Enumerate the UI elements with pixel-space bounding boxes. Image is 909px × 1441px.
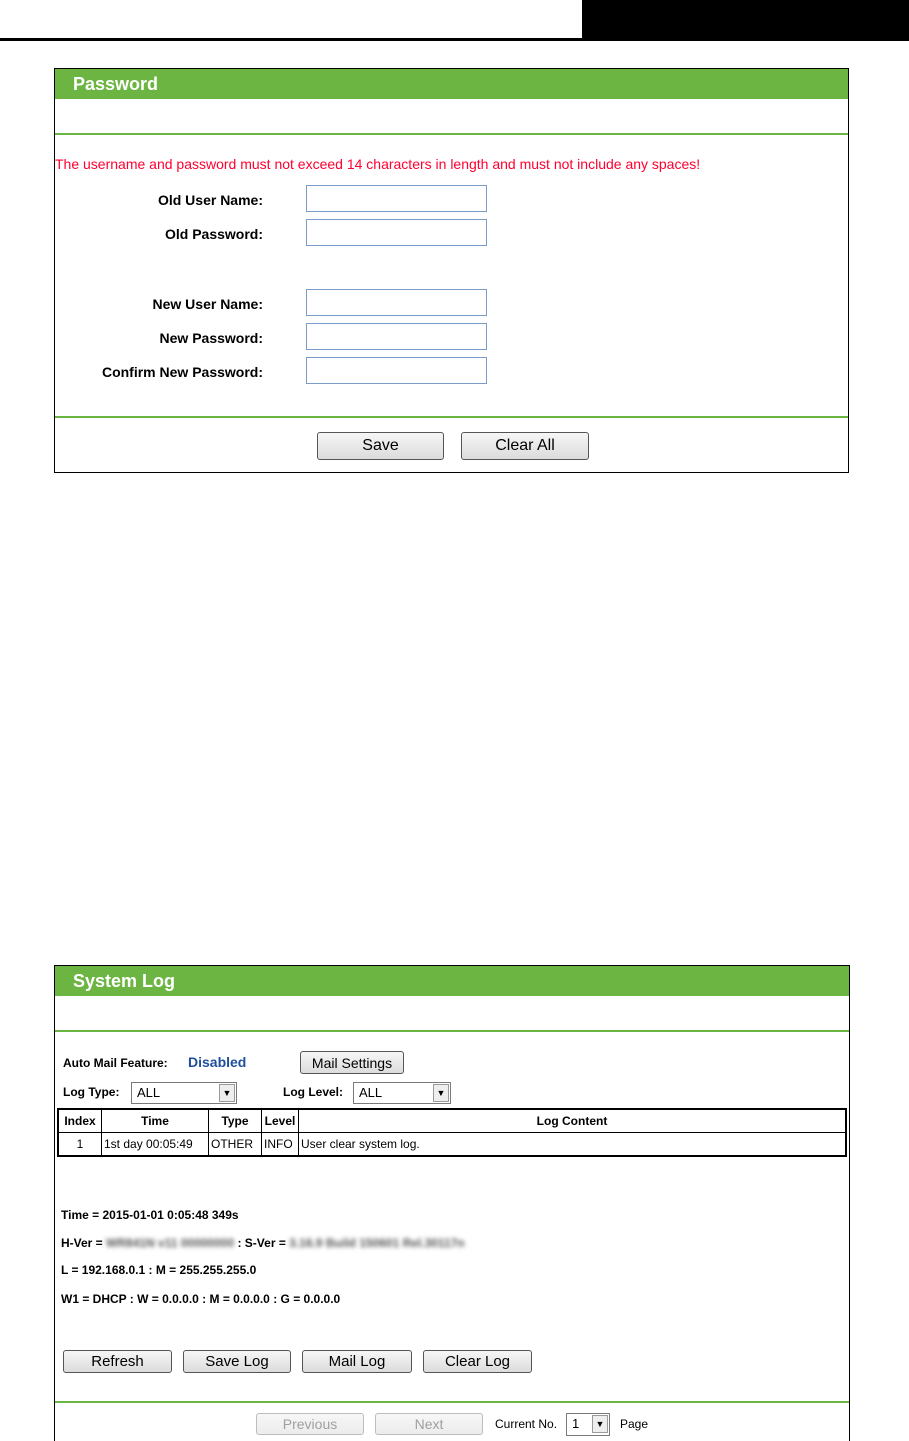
previous-button[interactable]: Previous xyxy=(256,1413,364,1435)
old-password-label: Old Password: xyxy=(164,226,263,242)
hver-label: H-Ver = xyxy=(61,1236,107,1250)
log-table xyxy=(57,1108,847,1157)
page-select[interactable] xyxy=(566,1413,610,1436)
cell-index: 1 xyxy=(58,1133,102,1157)
hver-value: WR841N v11 00000000 xyxy=(106,1236,235,1250)
divider xyxy=(55,1030,849,1032)
table-row xyxy=(58,1133,846,1157)
system-log-panel xyxy=(54,965,850,1441)
panel-title: System Log xyxy=(55,966,849,996)
auto-mail-label: Auto Mail Feature: xyxy=(63,1056,168,1070)
new-password-label: New Password: xyxy=(159,330,263,346)
cell-level: INFO xyxy=(262,1133,299,1157)
log-type-label: Log Type: xyxy=(63,1085,120,1099)
save-button[interactable]: Save xyxy=(317,432,444,460)
confirm-password-input[interactable] xyxy=(306,357,487,384)
column-header-level: Level xyxy=(262,1109,299,1133)
table-header-row xyxy=(58,1109,846,1133)
column-header-time: Time xyxy=(102,1109,209,1133)
log-type-select[interactable] xyxy=(131,1082,237,1104)
log-level-value: ALL xyxy=(359,1085,383,1100)
chevron-down-icon[interactable]: ▼ xyxy=(592,1415,608,1433)
page-select-value: 1 xyxy=(572,1416,580,1431)
divider xyxy=(55,133,848,135)
info-lan: L = 192.168.0.1 : M = 255.255.255.0 xyxy=(61,1263,257,1277)
old-username-input[interactable] xyxy=(306,185,487,212)
sver-value: 3.16.9 Build 150601 Rel.30117n xyxy=(289,1236,465,1250)
sver-label: : S-Ver = xyxy=(234,1236,290,1250)
cell-log-content: User clear system log. xyxy=(299,1133,847,1157)
column-header-type: Type xyxy=(209,1109,262,1133)
divider xyxy=(55,416,848,418)
info-time: Time = 2015-01-01 0:05:48 349s xyxy=(61,1208,239,1222)
log-type-value: ALL xyxy=(137,1085,161,1100)
warning-text: The username and password must not exceed 14 characters in length and must not include any spaces! xyxy=(55,156,701,172)
next-button[interactable]: Next xyxy=(375,1413,483,1435)
refresh-button[interactable]: Refresh xyxy=(63,1350,172,1373)
mail-log-button[interactable]: Mail Log xyxy=(302,1350,412,1373)
password-panel xyxy=(54,68,849,473)
cell-time: 1st day 00:05:49 xyxy=(102,1133,209,1157)
page-header-block xyxy=(582,0,909,40)
chevron-down-icon[interactable]: ▼ xyxy=(219,1084,235,1102)
current-no-label: Current No. xyxy=(495,1417,558,1431)
mail-settings-button[interactable] xyxy=(300,1051,404,1074)
mail-settings-label: Mail Settings xyxy=(311,1054,393,1071)
old-username-label: Old User Name: xyxy=(157,192,263,208)
clear-all-button[interactable]: Clear All xyxy=(461,432,589,460)
info-version xyxy=(61,1236,465,1250)
info-wan: W1 = DHCP : W = 0.0.0.0 : M = 0.0.0.0 : G = 0.0.0.0 xyxy=(61,1292,341,1306)
page-label: Page xyxy=(620,1417,649,1431)
log-level-select[interactable] xyxy=(353,1082,451,1104)
new-password-input[interactable] xyxy=(306,323,487,350)
clear-log-button[interactable]: Clear Log xyxy=(423,1350,532,1373)
old-password-input[interactable] xyxy=(306,219,487,246)
save-log-button[interactable]: Save Log xyxy=(183,1350,291,1373)
panel-title: Password xyxy=(55,69,848,99)
new-username-label: New User Name: xyxy=(152,296,263,312)
new-username-input[interactable] xyxy=(306,289,487,316)
column-header-log-content: Log Content xyxy=(299,1109,847,1133)
cell-type: OTHER xyxy=(209,1133,262,1157)
confirm-password-label: Confirm New Password: xyxy=(101,364,263,380)
chevron-down-icon[interactable]: ▼ xyxy=(433,1084,449,1102)
auto-mail-status: Disabled xyxy=(188,1054,247,1070)
log-level-label: Log Level: xyxy=(283,1085,344,1099)
column-header-index: Index xyxy=(58,1109,102,1133)
divider xyxy=(55,1401,849,1403)
